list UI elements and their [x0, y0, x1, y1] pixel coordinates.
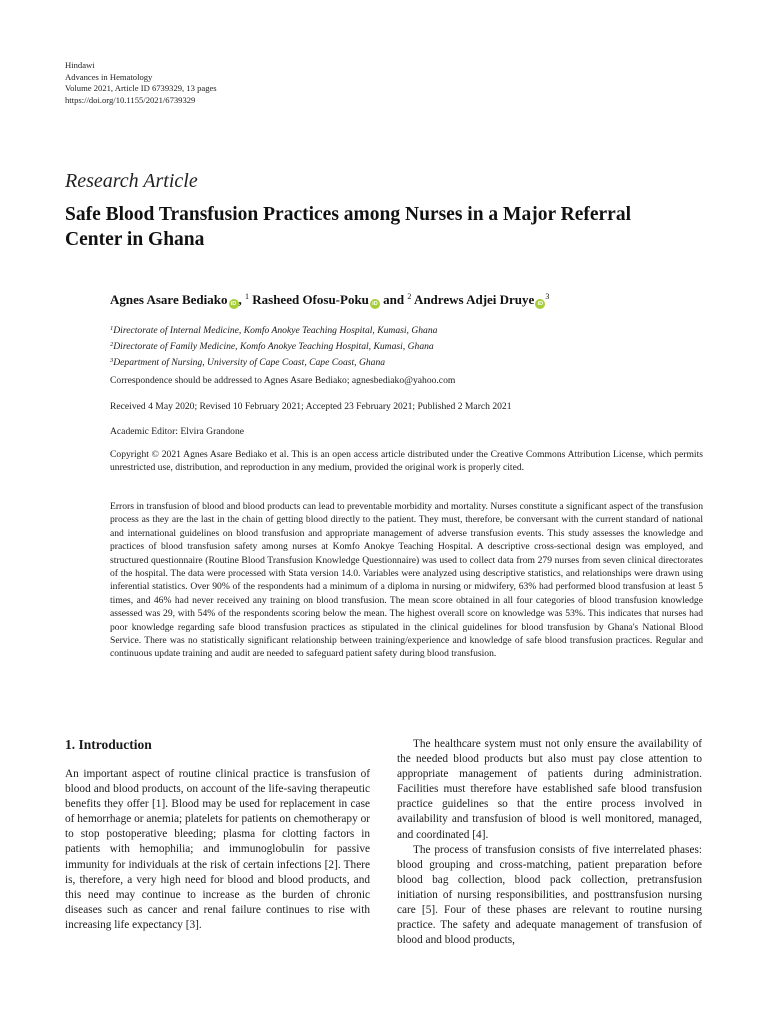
abstract-text: Errors in transfusion of blood and blood products can lead to preventable morbidity and mortality. Nurses constitute a significant aspect of the transfusion process as they are the last in the chain of getting blood directly to the patient. They must, therefore, be conversant with the current standard of national and international guidelines on blood transfusion and appropriate management of adverse transfusion events. This study assesses the knowledge and practices of blood transfusion safety among nurses at Komfo Anokye Teaching Hospital. A descriptive cross-sectional design was employed, and structured questionnaire (Routine Blood Transfusion Knowledge Questionnaire) was used to collect data from 279 nurses from seven clinical directorates of the hospital. The data were processed with Stata version 14.0. Variables were analyzed using descriptive statistics, and relationships were drawn using inferential statistics. Over 90% of the respondents had a minimum of a diploma in nursing or midwifery, 63% had performed blood transfusion at least 5 times, and 46% had never received any training on blood transfusion. The mean score obtained in all four categories of blood transfusion knowledge assessed was 29, with 54% of the respondents scoring below the mean. The highest overall score on knowledge was 53%. This indicates that nurses had poor knowledge regarding safe blood transfusion practices as stipulated in the clinical guidelines for blood transfusion by Ghana's National Blood Service. There was no statistically significant relationship between training/experience and knowledge of safe blood transfusion practices. Regular and continuous update training and audit are needed to safeguard patient safety during blood transfusion. [110, 501, 703, 660]
body-paragraph: The healthcare system must not only ensure the availability of the needed blood products but also must pay close attention to appropriate management of patients during administration. Facilities must therefore have established safe blood transfusion practice guidelines so that the entire process involved in availability and transfusion of blood is well monitored, managed, and coordinated [4]. [397, 738, 702, 841]
affiliation-number: 1 [110, 325, 114, 332]
affiliation-item [110, 322, 437, 338]
author-separator: and [379, 292, 408, 307]
journal-name: Advances in Hematology [65, 71, 153, 82]
affiliation-number: 3 [110, 357, 114, 364]
copyright-notice: Copyright © 2021 Agnes Asare Bediako et al. This is an open access article distributed under the Creative Commons Attribution License, which permits unrestricted use, distribution, and reproduction in any medium, provided the original work is properly cited. [110, 449, 703, 474]
right-column [397, 737, 702, 948]
affiliation-text: Department of Nursing, University of Cape Coast, Cape Coast, Ghana [113, 357, 386, 368]
author-name: Agnes Asare Bediako [110, 292, 228, 307]
doi-link[interactable]: https://doi.org/10.1155/2021/6739329 [65, 94, 196, 105]
affiliation-text: Directorate of Family Medicine, Komfo Anokye Teaching Hospital, Kumasi, Ghana [113, 341, 434, 352]
article-type: Research Article [65, 170, 198, 192]
orcid-icon[interactable]: iD [370, 299, 380, 309]
affiliation-item [110, 338, 437, 354]
volume-info: Volume 2021, Article ID 6739329, 13 pages [65, 83, 217, 94]
orcid-icon[interactable]: iD [229, 299, 239, 309]
paper-title: Safe Blood Transfusion Practices among Nurses in a Major Referral Center in Ghana [65, 204, 631, 250]
author-separator: , [238, 292, 245, 307]
author-affiliation-number: 3 [545, 292, 550, 301]
affiliation-text: Directorate of Internal Medicine, Komfo Anokye Teaching Hospital, Kumasi, Ghana [113, 325, 438, 336]
author-affiliation-number: 1 [245, 292, 249, 301]
correspondence-line: Correspondence should be addressed to Agnes Asare Bediako; agnesbediako@yahoo.com [110, 375, 456, 386]
section-heading: 1. Introduction [65, 737, 152, 752]
academic-editor: Academic Editor: Elvira Grandone [110, 426, 244, 437]
body-paragraph: An important aspect of routine clinical practice is transfusion of blood and blood products, on account of the life-saving therapeutic benefits they offer [1]. Blood may be used for replacement in case of hemorrhage or anemia; platelets for patients on chemotherapy or to stop postoperative bleeding; plasma for clotting factors in patients with hemophilia; and immunoglobulin for passive immunity for individuals at the risk of certain infections [2]. There is, therefore, a very high need for blood and blood products, and this need may continue to increase as the burden of chronic diseases such as cancer and renal failure continues to rise with increasing life expectancy [3]. [65, 768, 370, 931]
left-column [65, 767, 370, 933]
author-name: Rasheed Ofosu-Poku [252, 292, 369, 307]
author-list [110, 292, 549, 309]
body-paragraph: The process of transfusion consists of five interrelated phases: blood grouping and cross-matching, patient preparation before blood bag collection, blood pack collection, pretransfusion initiation of nursing responsibilities, and posttransfusion nursing care [5]. Four of these phases are relevant to routine nursing practice. The safety and adequate management of transfusion of blood and blood products, [397, 843, 702, 947]
publisher-name: Hindawi [65, 60, 95, 70]
author-affiliation-number: 2 [407, 292, 412, 301]
affiliation-number: 2 [110, 341, 114, 348]
affiliation-item [110, 354, 437, 370]
orcid-icon[interactable]: iD [535, 299, 545, 309]
affiliation-list [110, 322, 437, 370]
author-name: Andrews Adjei Druye [413, 292, 535, 307]
journal-header [65, 60, 217, 106]
article-dates: Received 4 May 2020; Revised 10 February 2021; Accepted 23 February 2021; Published 2 March 2021 [110, 401, 512, 412]
